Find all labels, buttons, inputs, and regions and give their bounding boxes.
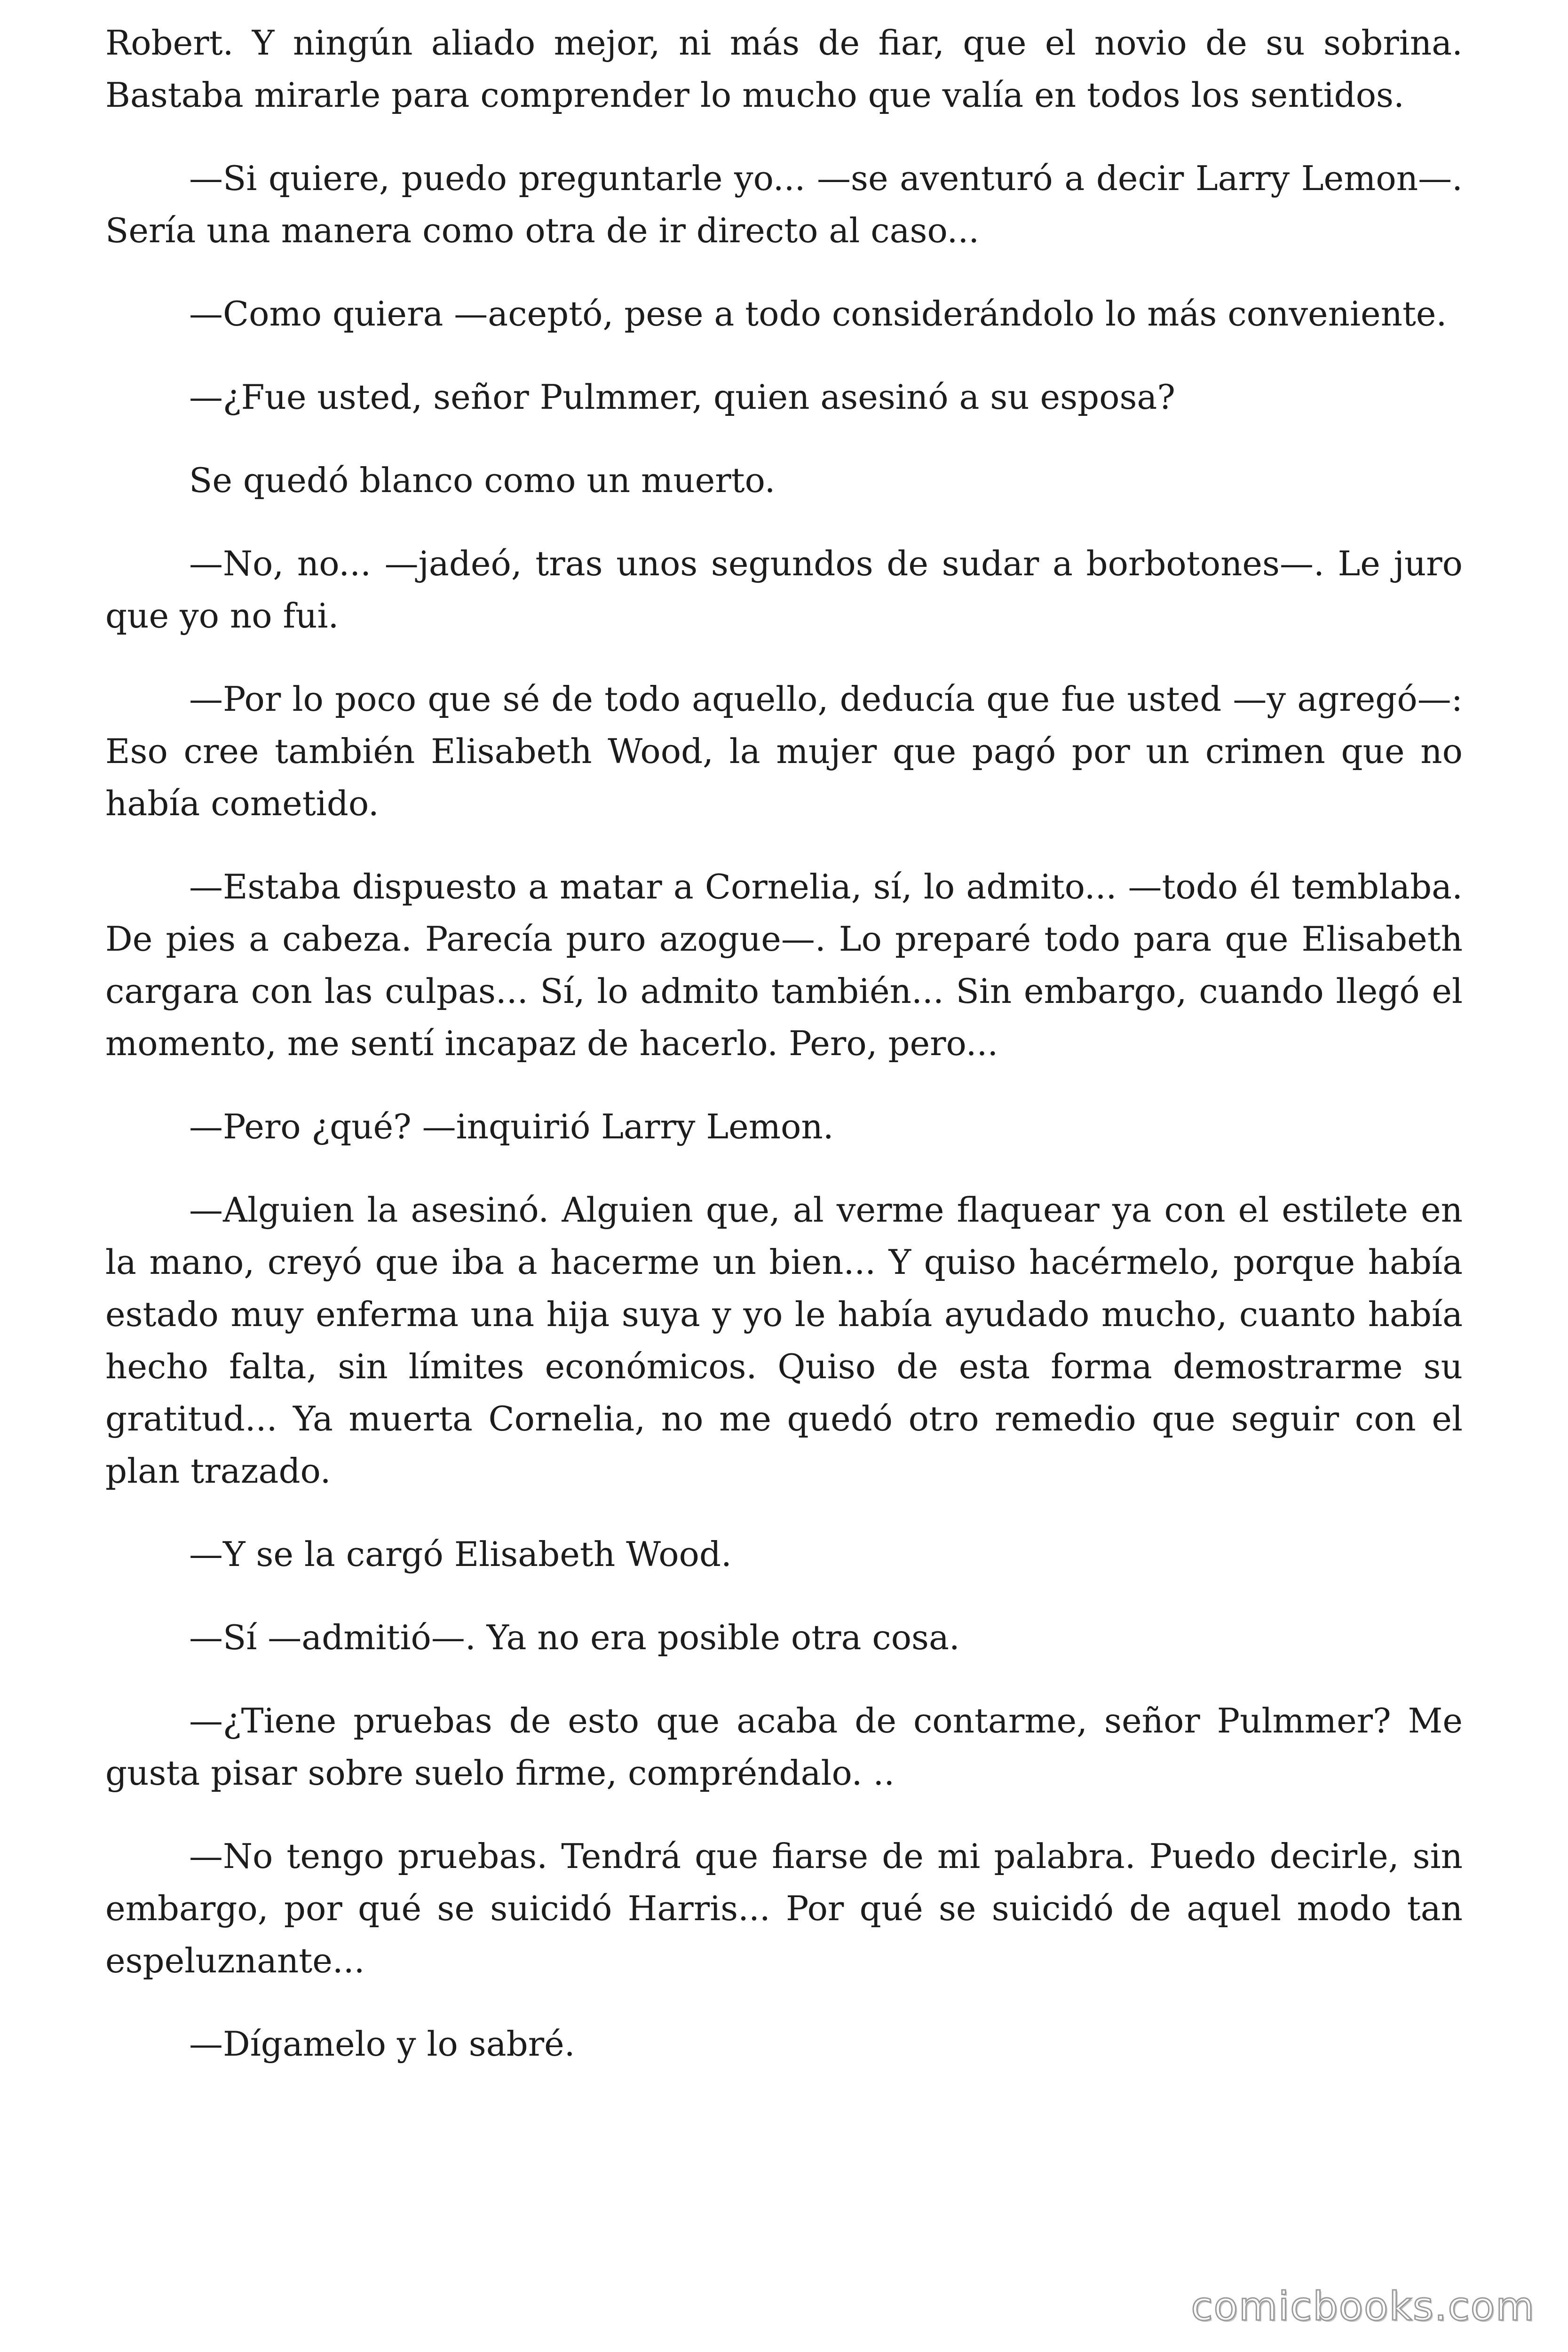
paragraph-11: —Y se la cargó Elisabeth Wood.: [189, 1534, 732, 1574]
paragraph-7: —Por lo poco que sé de todo aquello, deducía que fue usted —y agregó—: Eso cree también Elisabeth Wood, la mujer que pagó por un crimen que no había cometido.: [105, 679, 1463, 823]
paragraph-8: —Estaba dispuesto a matar a Cornelia, sí, lo admito... —todo él temblaba. De pies a cabeza. Parecía puro azogue—. Lo preparé todo para que Elisabeth cargara con las culpas... Sí, lo admito también... Sin embargo, cuando llegó el momento, me sentí incapaz de hacerlo. Pero, pero...: [105, 867, 1463, 1063]
paragraph-2: —Si quiere, puedo preguntarle yo... —se aventuró a decir Larry Lemon—. Sería una manera como otra de ir directo al caso...: [105, 159, 1463, 250]
paragraph-12: —Sí —admitió—. Ya no era posible otra cosa.: [189, 1618, 960, 1657]
paragraph-5: Se quedó blanco como un muerto.: [189, 461, 776, 500]
book-page-text: [105, 17, 1463, 2101]
paragraph-14: —No tengo pruebas. Tendrá que fiarse de mi palabra. Puedo decirle, sin embargo, por qué se suicidó Harris... Por qué se suicidó de aquel modo tan espeluznante...: [105, 1836, 1463, 1980]
paragraph-9: —Pero ¿qué? —inquirió Larry Lemon.: [189, 1107, 834, 1146]
paragraph-3: —Como quiera —aceptó, pese a todo considerándolo lo más conveniente.: [189, 294, 1447, 334]
paragraph-4: —¿Fue usted, señor Pulmmer, quien asesinó a su esposa?: [189, 377, 1175, 417]
paragraph-15: —Dígamelo y lo sabré.: [189, 2024, 575, 2064]
watermark: comicbooks.com: [1191, 2283, 1535, 2329]
paragraph-1: Robert. Y ningún aliado mejor, ni más de fiar, que el novio de su sobrina. Bastaba mirarle para comprender lo mucho que valía en todos los sentidos.: [105, 23, 1463, 115]
paragraph-13: —¿Tiene pruebas de esto que acaba de contarme, señor Pulmmer? Me gusta pisar sobre suelo firme, compréndalo. ..: [105, 1701, 1463, 1793]
paragraph-6: —No, no... —jadeó, tras unos segundos de sudar a borbotones—. Le juro que yo no fui.: [105, 544, 1463, 636]
paragraph-10: —Alguien la asesinó. Alguien que, al verme flaquear ya con el estilete en la mano, creyó que iba a hacerme un bien... Y quiso hacérmelo, porque había estado muy enferma una hija suya y yo le había ayudado mucho, cuanto había hecho falta, sin límites económicos. Quiso de esta forma demostrarme su gratitud... Ya muerta Cornelia, no me quedó otro remedio que seguir con el plan trazado.: [105, 1190, 1463, 1491]
